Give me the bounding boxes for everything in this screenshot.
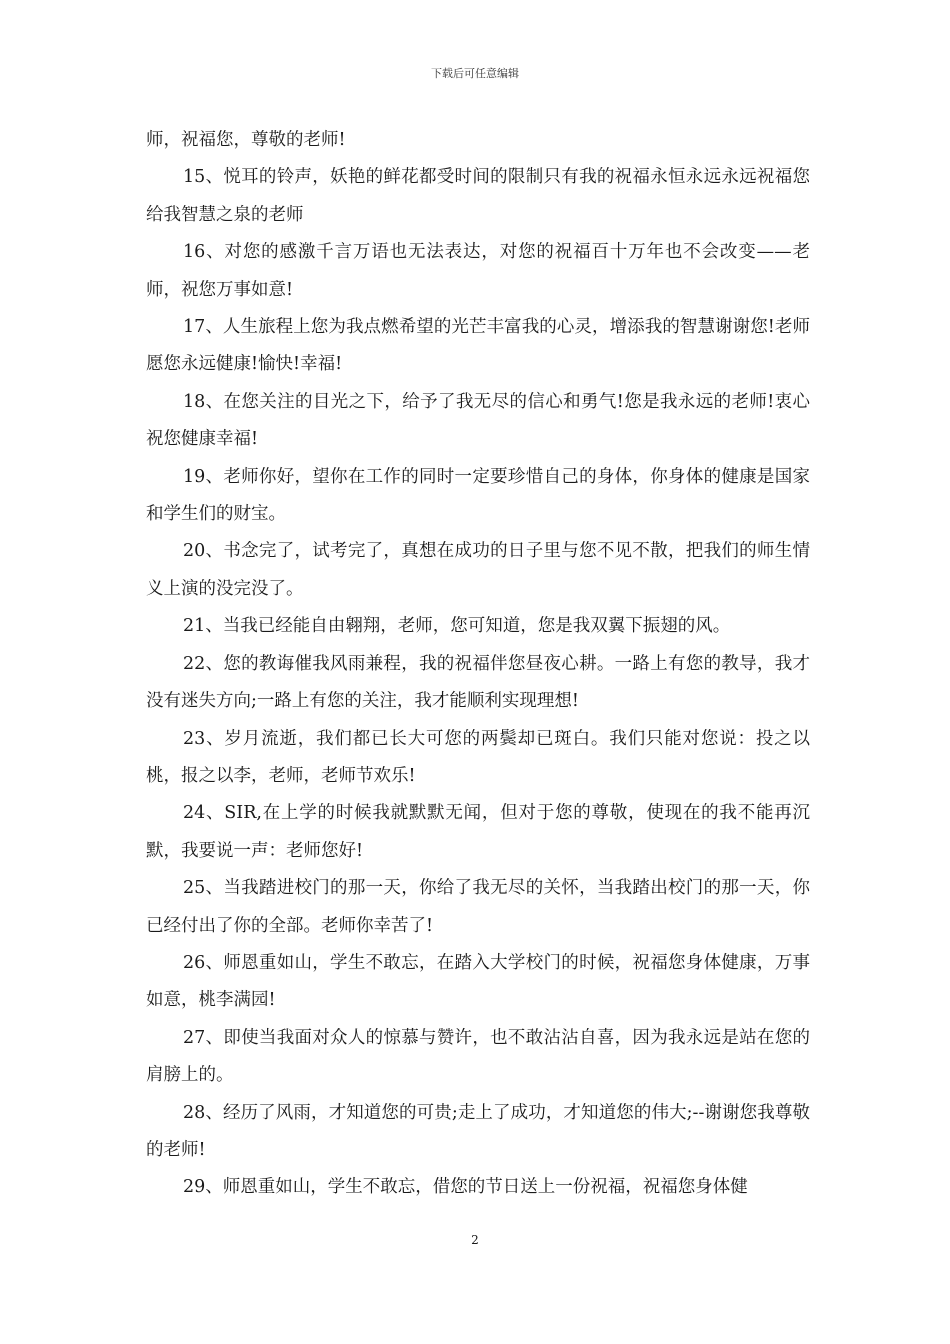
paragraph-22: 22、您的教诲催我风雨兼程，我的祝福伴您昼夜心耕。一路上有您的教导，我才没有迷失方向;一路上有您的关注，我才能顺利实现理想! (146, 653, 810, 712)
paragraph-18: 18、在您关注的目光之下，给予了我无尽的信心和勇气!您是我永远的老师!衷心祝您健康幸福! (146, 391, 810, 450)
paragraph-19: 19、老师你好，望你在工作的同时一定要珍惜自己的身体，你身体的健康是国家和学生们的财宝。 (146, 466, 810, 525)
paragraph-26: 26、师恩重如山，学生不敢忘，在踏入大学校门的时候，祝福您身体健康，万事如意，桃李满园! (146, 952, 810, 1011)
paragraph-29: 29、师恩重如山，学生不敢忘，借您的节日送上一份祝福，祝福您身体健 (183, 1177, 748, 1198)
paragraph-continued: 师，祝福您，尊敬的老师! (146, 130, 346, 150)
paragraph-24: 24、SIR,在上学的时候我就默默无闻，但对于您的尊敬，使现在的我不能再沉默，我要说一声：老师您好! (146, 803, 810, 861)
paragraph-27: 27、即使当我面对众人的惊慕与赞许，也不敢沾沾自喜，因为我永远是站在您的肩膀上的。 (146, 1027, 810, 1086)
page-number: 2 (471, 1233, 479, 1247)
paragraph-21: 21、当我已经能自由翱翔，老师，您可知道，您是我双翼下振翅的风。 (183, 616, 731, 637)
paragraph-17: 17、人生旅程上您为我点燃希望的光芒丰富我的心灵，增添我的智慧谢谢您!老师愿您永远健康!愉快!幸福! (146, 317, 810, 375)
paragraph-23: 23、岁月流逝，我们都已长大可您的两鬓却已斑白。我们只能对您说：投之以桃，报之以李，老师，老师节欢乐! (146, 728, 810, 786)
document-body (146, 122, 810, 1207)
paragraph-20: 20、书念完了，试考完了，真想在成功的日子里与您不见不散，把我们的师生情义上演的没完没了。 (146, 541, 810, 599)
paragraph-16: 16、对您的感激千言万语也无法表达，对您的祝福百十万年也不会改变——老师，祝您万事如意! (146, 242, 810, 300)
paragraph-15: 15、悦耳的铃声，妖艳的鲜花都受时间的限制只有我的祝福永恒永远永远祝福您给我智慧之泉的老师 (146, 167, 810, 225)
page-header-note: 下载后可任意编辑 (431, 67, 519, 80)
paragraph-28: 28、经历了风雨，才知道您的可贵;走上了成功，才知道您的伟大;--谢谢您我尊敬的老师! (146, 1102, 810, 1160)
paragraph-25: 25、当我踏进校门的那一天，你给了我无尽的关怀，当我踏出校门的那一天，你已经付出了你的全部。老师你幸苦了! (146, 878, 810, 936)
